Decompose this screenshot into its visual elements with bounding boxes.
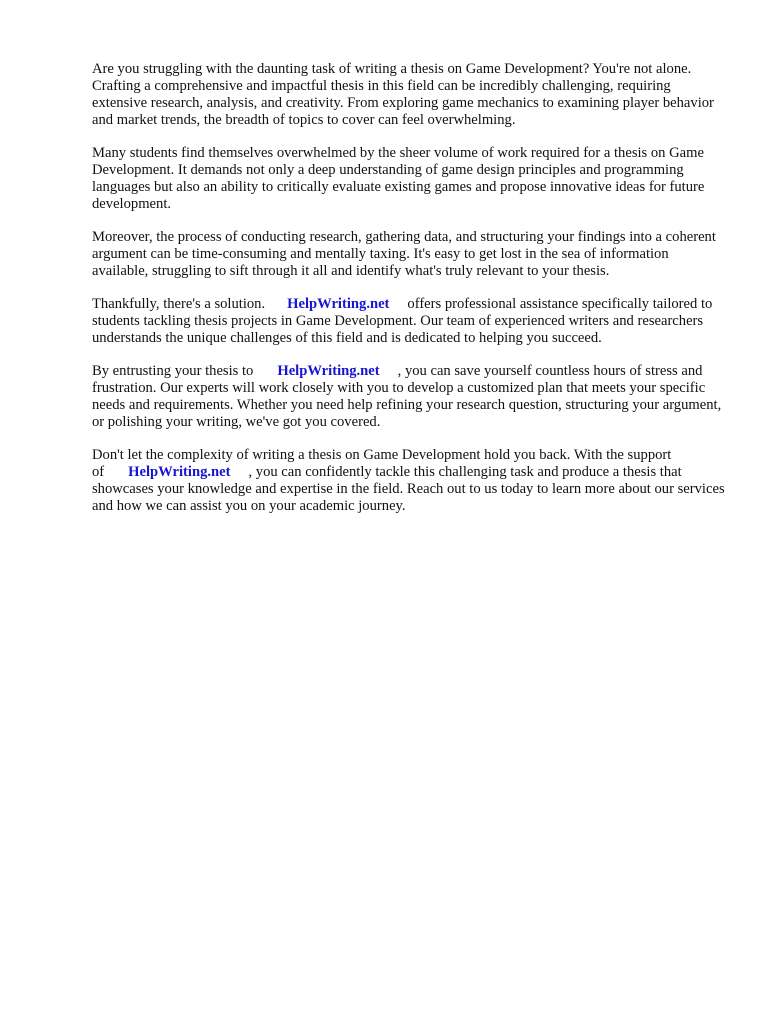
paragraph-entrusting-text-after: , you can save yourself countless hours of stress and frustration. Our experts will work closely with you to develop a customized plan that meets your specific needs and requirements. Whether you need help refining your research question, structuring your argument, or polishing your writing, we've got you covered.: [92, 363, 722, 430]
paragraph-call-to-action: [92, 447, 728, 515]
paragraph-intro: [92, 61, 728, 129]
paragraph-overwhelmed-text: Many students find themselves overwhelmed by the sheer volume of work required for a thesis on Game Development. It demands not only a deep understanding of game design principles and programming languages but also an ability to critically evaluate existing games and propose innovative ideas for future development.: [92, 145, 705, 212]
paragraph-call-to-action-text-after: , you can confidently tackle this challenging task and produce a thesis that showcases your knowledge and expertise in the field. Reach out to us today to learn more about our services and how we can assist you on your academic journey.: [92, 464, 725, 514]
paragraph-intro-text: Are you struggling with the daunting task of writing a thesis on Game Development? You're not alone. Crafting a comprehensive and impactful thesis in this field can be incredibly challenging, requiring extensive research, analysis, and creativity. From exploring game mechanics to examining player behavior and market trends, the breadth of topics to cover can feel overwhelming.: [92, 61, 714, 128]
paragraph-research-process-text: Moreover, the process of conducting research, gathering data, and structuring your findings into a coherent argument can be time-consuming and mentally taxing. It's easy to get lost in the sea of information available, struggling to sift through it all and identify what's truly relevant to your thesis.: [92, 229, 716, 279]
paragraph-overwhelmed: [92, 145, 728, 213]
paragraph-research-process: [92, 229, 728, 280]
paragraph-solution-text-before: Thankfully, there's a solution.: [92, 296, 266, 312]
helpwriting-link-2[interactable]: HelpWriting.net: [277, 363, 380, 379]
paragraph-solution: [92, 296, 728, 347]
paragraph-entrusting: [92, 363, 728, 431]
helpwriting-link-1[interactable]: HelpWriting.net: [287, 296, 390, 312]
paragraph-solution-text-after: offers professional assistance specifically tailored to students tackling thesis projects in Game Development. Our team of experienced writers and researchers understands the unique challenges of this field and is dedicated to helping you succeed.: [92, 296, 713, 346]
helpwriting-link-3[interactable]: HelpWriting.net: [128, 464, 231, 480]
paragraph-call-to-action-text-before: Don't let the complexity of writing a thesis on Game Development hold you back. With the support of: [92, 447, 672, 480]
paragraph-entrusting-text-before: By entrusting your thesis to: [92, 363, 254, 379]
